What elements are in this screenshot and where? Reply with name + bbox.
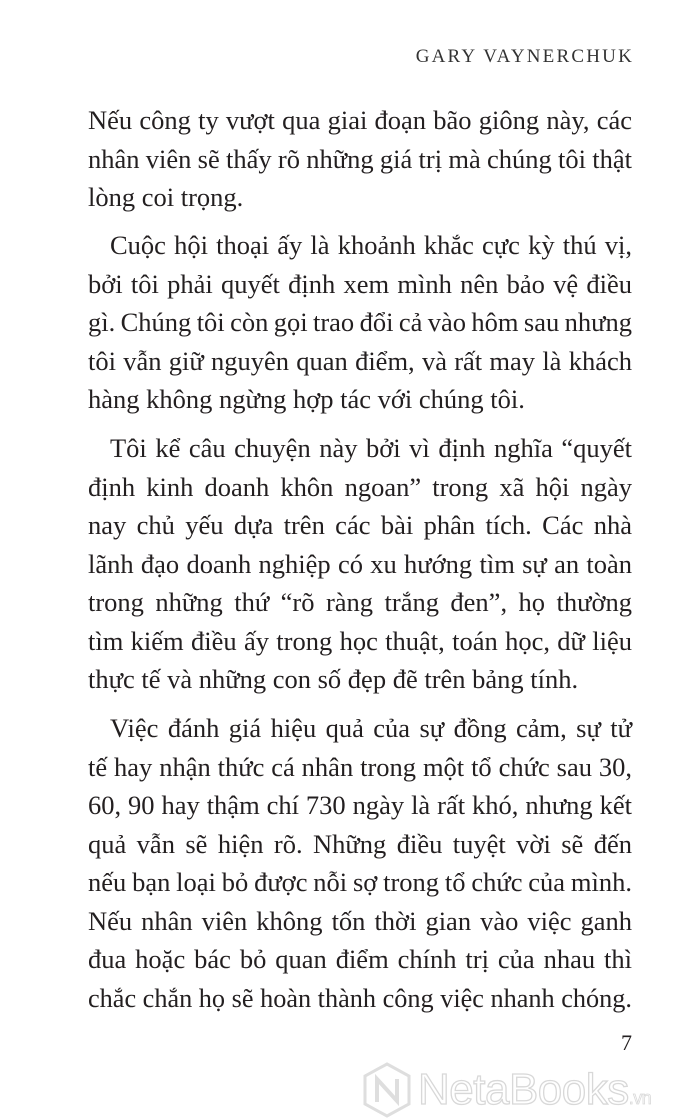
- text-line: [110, 229, 632, 261]
- text-line-content: bởi tôi phải quyết định xem mình nên bảo vệ điều: [88, 268, 632, 299]
- text-line: [88, 509, 632, 541]
- text-line-content: lòng coi trọng.: [88, 182, 244, 212]
- text-line-content: tôi vẫn giữ nguyên quan điểm, và rất may là khách: [88, 345, 632, 376]
- text-line-content: trong những thứ “rõ ràng trắng đen”, họ thường: [88, 587, 632, 617]
- text-line: [88, 345, 632, 377]
- text-line-content: Cuộc hội thoại ấy là khoảnh khắc cực kỳ thú vị,: [110, 230, 632, 260]
- text-line-content: tìm kiếm điều ấy trong học thuật, toán học, dữ liệu: [88, 625, 632, 656]
- text-line: [88, 181, 632, 213]
- text-line: [88, 905, 632, 937]
- text-line-content: Tôi kể câu chuyện này bởi vì định nghĩa “quyết: [110, 433, 632, 463]
- watermark: [362, 1062, 651, 1118]
- text-line: [88, 471, 632, 503]
- text-line: [88, 789, 632, 821]
- text-line-content: Nếu công ty vượt qua giai đoạn bão giông này, các: [88, 105, 632, 135]
- text-line: [88, 751, 632, 783]
- text-line: [88, 143, 632, 175]
- running-head: GARY VAYNERCHUK: [415, 46, 634, 67]
- text-line-content: lãnh đạo doanh nghiệp có xu hướng tìm sự an toàn: [88, 548, 632, 579]
- text-line-content: chắc chắn họ sẽ hoàn thành công việc nhanh chóng.: [88, 982, 632, 1013]
- text-line: [88, 866, 632, 898]
- text-line: [88, 828, 632, 860]
- text-line: [88, 625, 632, 657]
- text-line: [88, 586, 632, 618]
- text-line: [88, 306, 632, 338]
- text-line-content: thực tế và những con số đẹp đẽ trên bảng tính.: [88, 664, 579, 694]
- text-line: [88, 104, 632, 136]
- text-line: [88, 943, 632, 975]
- watermark-text: NetaBooks.vn: [418, 1065, 652, 1114]
- text-line-content: Nếu nhân viên không tốn thời gian vào việc ganh: [88, 905, 632, 936]
- text-line: [88, 268, 632, 300]
- netabooks-logo-icon: [362, 1062, 412, 1118]
- text-line: [110, 432, 632, 464]
- text-line: [88, 982, 632, 1014]
- text-line: [88, 663, 632, 695]
- page-number: 7: [621, 1030, 632, 1055]
- text-line-content: nhân viên sẽ thấy rõ những giá trị mà chúng tôi thật: [88, 143, 632, 174]
- text-line-content: nếu bạn loại bỏ được nỗi sợ trong tổ chức của mình.: [88, 867, 632, 897]
- text-line: [88, 548, 632, 580]
- text-line-content: nay chủ yếu dựa trên các bài phân tích. Các nhà: [88, 510, 632, 540]
- text-line-content: tế hay nhận thức cá nhân trong một tổ chức sau 30,: [88, 751, 632, 782]
- text-line: [88, 383, 632, 415]
- text-line-content: định kinh doanh khôn ngoan” trong xã hội ngày: [88, 471, 632, 502]
- text-line-content: 60, 90 hay thậm chí 730 ngày là rất khó, nhưng kết: [88, 790, 632, 820]
- text-line-content: quả vẫn sẽ hiện rõ. Những điều tuyệt vời sẽ đến: [88, 828, 632, 859]
- text-line: [110, 712, 632, 744]
- text-line-content: đua hoặc bác bỏ quan điểm chính trị của nhau thì: [88, 944, 632, 974]
- text-line-content: hàng không ngừng hợp tác với chúng tôi.: [88, 384, 525, 414]
- text-line-content: gì. Chúng tôi còn gọi trao đổi cả vào hôm sau nhưng: [88, 307, 632, 337]
- text-line-content: Việc đánh giá hiệu quả của sự đồng cảm, sự tử: [110, 713, 632, 743]
